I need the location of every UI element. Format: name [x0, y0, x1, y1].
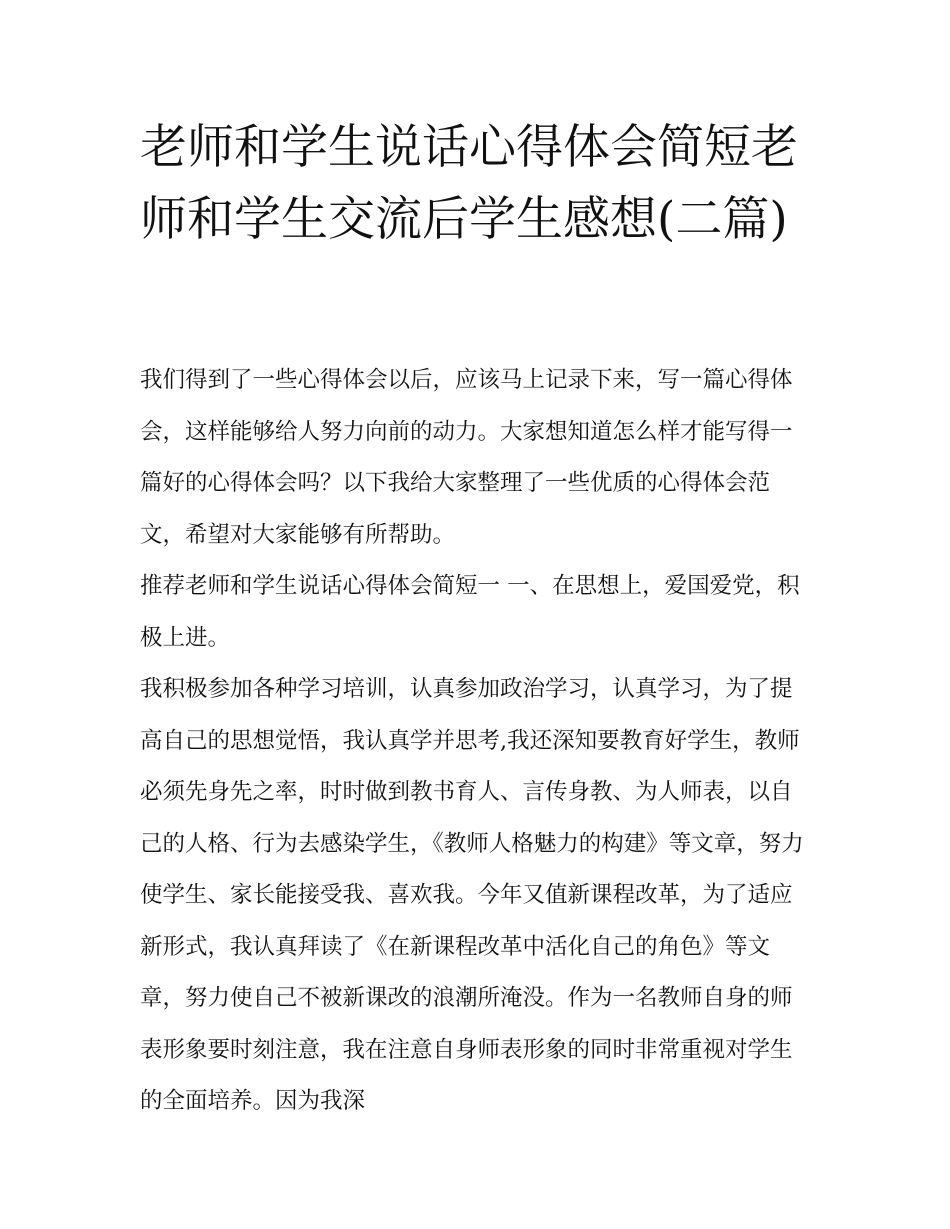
paragraph-intro: 我们得到了一些心得体会以后，应该马上记录下来，写一篇心得体会，这样能够给人努力向前的动力。大家想知道怎么样才能写得一篇好的心得体会吗？以下我给大家整理了一些优质的心得体会范文，希望对大家能够有所帮助。 — [140, 367, 793, 548]
document-title: 老师和学生说话心得体会简短老师和学生交流后学生感想(二篇) — [140, 120, 798, 247]
paragraph-recommend: 推荐老师和学生说话心得体会简短一 一、在思想上，爱国爱党，积极上进。 — [140, 573, 800, 651]
paragraph-main: 我积极参加各种学习培训，认真参加政治学习，认真学习，为了提高自己的思想觉悟，我认真学并思考,我还深知要教育好学生，教师必须先身先之率，时时做到教书育人、言传身教、为人师表，以自己的人格、行为去感染学生，《教师人格魅力的构建》等文章，努力使学生、家长能接受我、喜欢我。今年又值新课程改革，为了适应新形式，我认真拜读了《在新课程改革中活化自己的角色》等文章，努力使自己不被新课改的浪潮所淹没。作为一名教师自身的师表形象要时刻注意，我在注意自身师表形象的同时非常重视对学生的全面培养。因为我深 — [140, 676, 804, 1114]
document-body — [140, 355, 812, 1128]
